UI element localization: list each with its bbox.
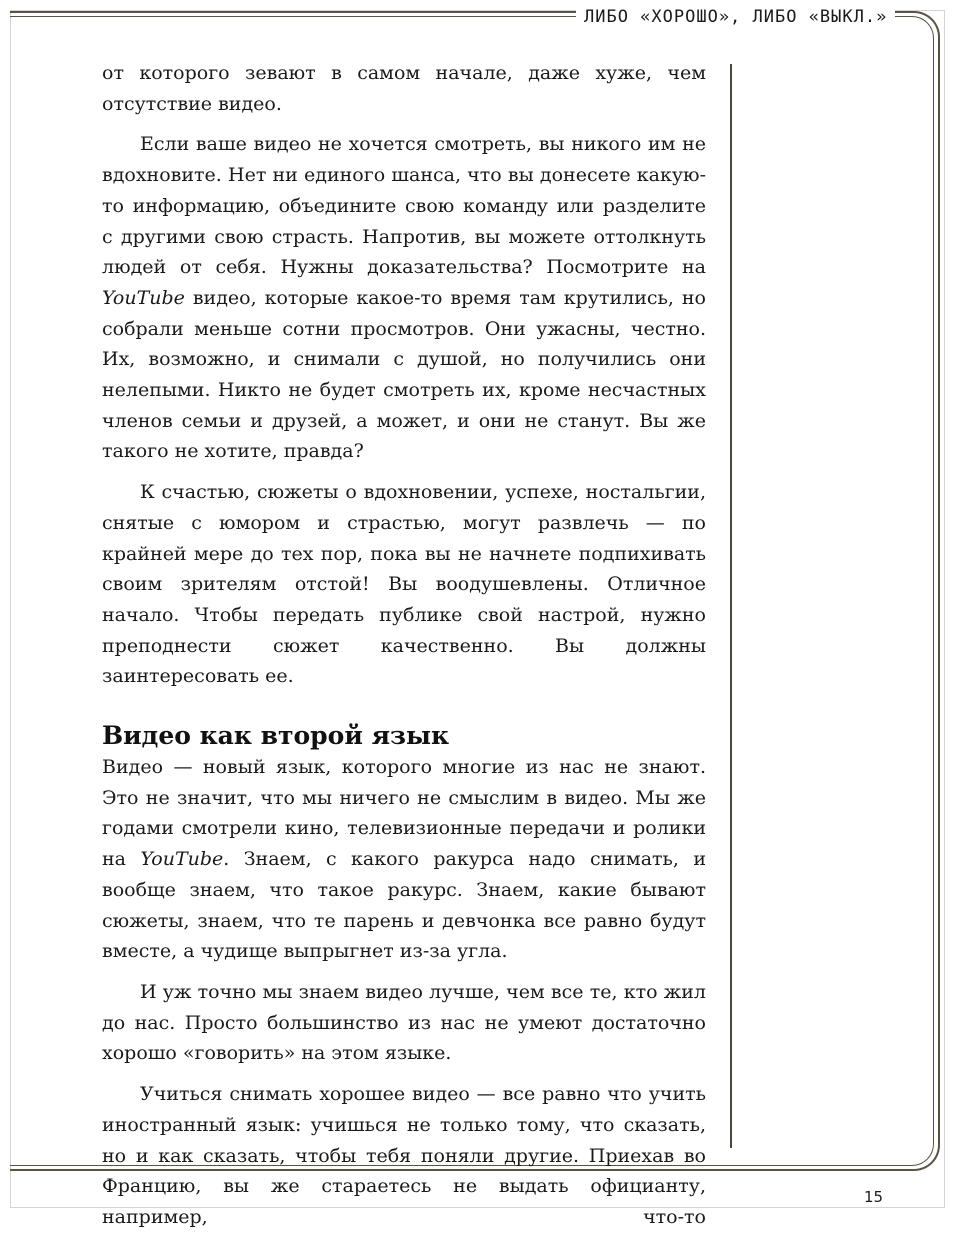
running-head: ЛИБО «ХОРОШО», ЛИБО «ВЫКЛ.» <box>576 4 895 30</box>
emphasis-youtube: YouTube <box>102 286 185 309</box>
paragraph <box>102 752 706 967</box>
text-column <box>102 58 706 1243</box>
paragraph <box>102 129 706 467</box>
paragraph-text: . Знаем, с какого ракурса надо снимать, и вообще знаем, что такое ракурс. Знаем, какие бывают сюжеты, знаем, что те парень и девчонка все равно будут вместе, а чудище выпрыгнет из-за угла. <box>102 848 706 963</box>
paragraph-text: Видео — новый язык, которого многие из нас не знают. Это не значит, что мы ничего не смыслим в видео. Мы же годами смотрели кино, телевизионные передачи и ролики на <box>102 756 706 871</box>
emphasis-youtube: YouTube <box>140 848 224 871</box>
paragraph-continued: от которого зевают в самом начале, даже хуже, чем отсутствие видео. <box>102 62 706 115</box>
margin-rule <box>730 64 732 1148</box>
page-number: 15 <box>864 1188 884 1206</box>
paragraph: И уж точно мы знаем видео лучше, чем все те, кто жил до нас. Просто большинство из нас не умеют достаточно хорошо «говорить» на этом языке. <box>102 980 706 1065</box>
paragraph-text: Если ваше видео не хочется смотреть, вы никого им не вдохновите. Нет ни единого шанса, что вы донесете какую-то информацию, объедините свою команду или разделите с другими свою страсть. Напротив, вы можете оттолкнуть людей от себя. Нужны доказательства? Посмотрите на <box>102 133 706 279</box>
paragraph-continues: Учиться снимать хорошее видео — все равно что учить иностранный язык: учишься не только тому, что сказать, но и как сказать, чтобы тебя поняли другие. Приехав во Францию, вы же стараетесь не выдать официанту, например, что-то <box>102 1083 706 1228</box>
section-heading: Видео как второй язык <box>102 721 450 751</box>
paragraph-text: видео, которые какое-то время там крутились, но собрали меньше сотни просмотров. Они ужасны, честно. Их, возможно, и снимали с душой, но получились они нелепыми. Никто не будет смотреть их, кроме несчастных членов семьи и друзей, а может, и они не станут. Вы же такого не хотите, правда? <box>102 286 706 463</box>
paragraph: К счастью, сюжеты о вдохновении, успехе, ностальгии, снятые с юмором и страстью, могут развлечь — по крайней мере до тех пор, пока вы не начнете подпихивать своим зрителям отстой! Вы воодушевлены. Отличное начало. Чтобы передать публике свой настрой, нужно преподнести сюжет качественно. Вы должны заинтересовать ее. <box>102 481 706 688</box>
